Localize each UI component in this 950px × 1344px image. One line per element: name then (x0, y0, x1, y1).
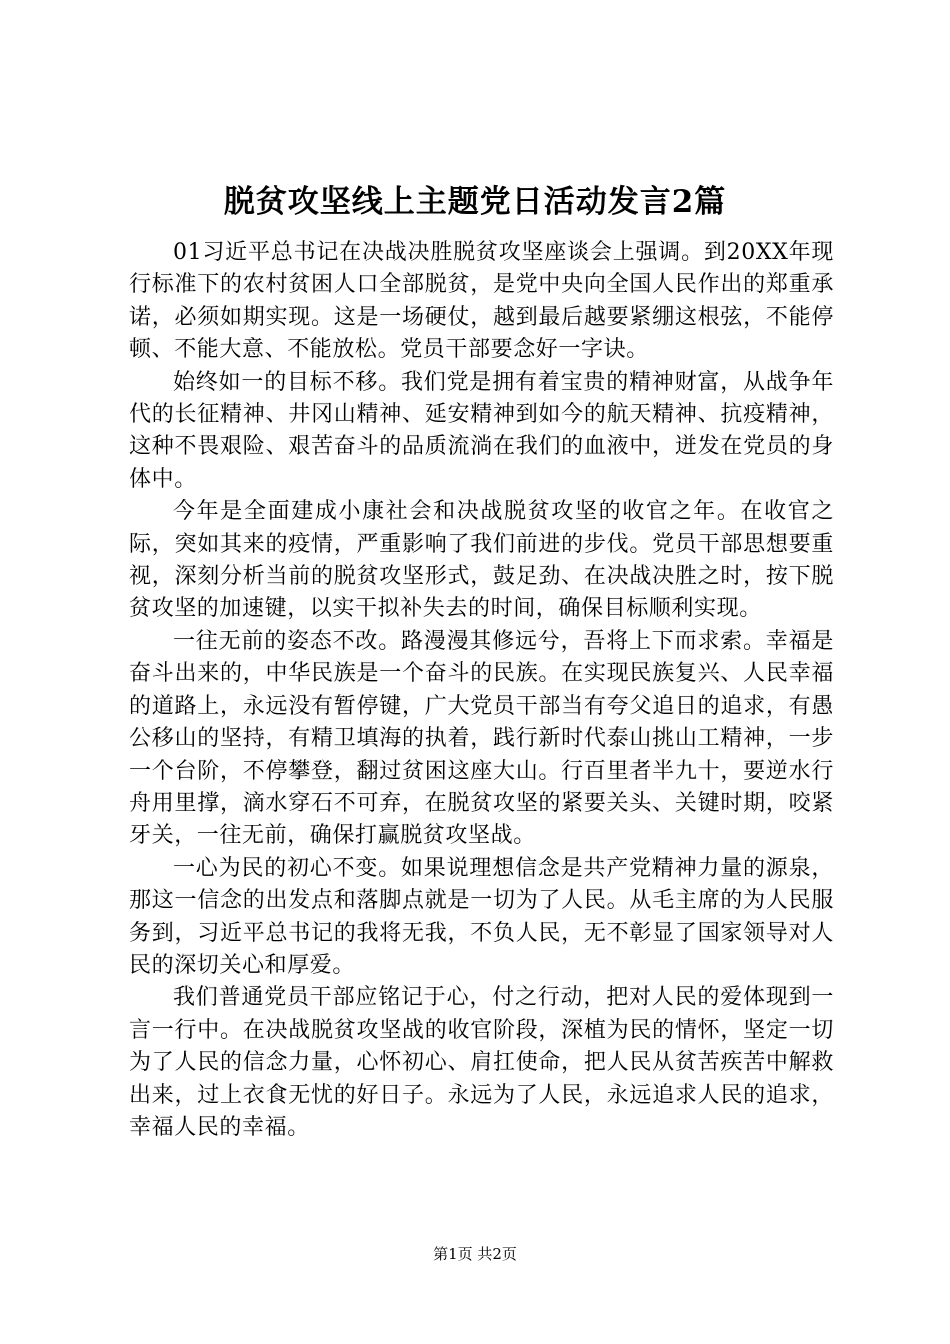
paragraph: 今年是全面建成小康社会和决战脱贫攻坚的收官之年。在收官之际，突如其来的疫情，严重影响了我们前进的步伐。党员干部思想要重视，深刻分析当前的脱贫攻坚形式，鼓足劲、在决战决胜之时，按下脱贫攻坚的加速键，以实干拟补失去的时间，确保目标顺利实现。 (129, 499, 834, 622)
page-footer: 第1页 共2页 (433, 1245, 517, 1263)
document-title: 脱贫攻坚线上主题党日活动发言2篇 (223, 184, 727, 220)
document-body (129, 237, 834, 1144)
paragraph: 一往无前的姿态不改。路漫漫其修远兮，吾将上下而求索。幸福是奋斗出来的，中华民族是一个奋斗的民族。在实现民族复兴、人民幸福的道路上，永远没有暂停键，广大党员干部当有夸父追日的追求，有愚公移山的坚持，有精卫填海的执着，践行新时代泰山挑山工精神，一步一个台阶，不停攀登，翻过贫困这座大山。行百里者半九十，要逆水行舟用里撑，滴水穿石不可弃，在脱贫攻坚的紧要关头、关键时期，咬紧牙关，一往无前，确保打赢脱贫攻坚战。 (129, 628, 834, 849)
paragraph: 01习近平总书记在决战决胜脱贫攻坚座谈会上强调。到20XX年现行标准下的农村贫困人口全部脱贫，是党中央向全国人民作出的郑重承诺，必须如期实现。这是一场硬仗，越到最后越要紧绷这根弦，不能停顿、不能大意、不能放松。党员干部要念好一字诀。 (129, 240, 834, 363)
paragraph: 一心为民的初心不变。如果说理想信念是共产党精神力量的源泉，那这一信念的出发点和落脚点就是一切为了人民。从毛主席的为人民服务到，习近平总书记的我将无我，不负人民，无不彰显了国家领导对人民的深切关心和厚爱。 (129, 855, 834, 978)
paragraph: 我们普通党员干部应铭记于心，付之行动，把对人民的爱体现到一言一行中。在决战脱贫攻坚战的收官阶段，深植为民的情怀，坚定一切为了人民的信念力量，心怀初心、肩扛使命，把人民从贫苦疾苦中解救出来，过上衣食无忧的好日子。永远为了人民，永远追求人民的追求，幸福人民的幸福。 (129, 985, 834, 1140)
paragraph: 始终如一的目标不移。我们党是拥有着宝贵的精神财富，从战争年代的长征精神、井冈山精神、延安精神到如今的航天精神、抗疫精神，这种不畏艰险、艰苦奋斗的品质流淌在我们的血液中，迸发在党员的身体中。 (129, 369, 834, 492)
